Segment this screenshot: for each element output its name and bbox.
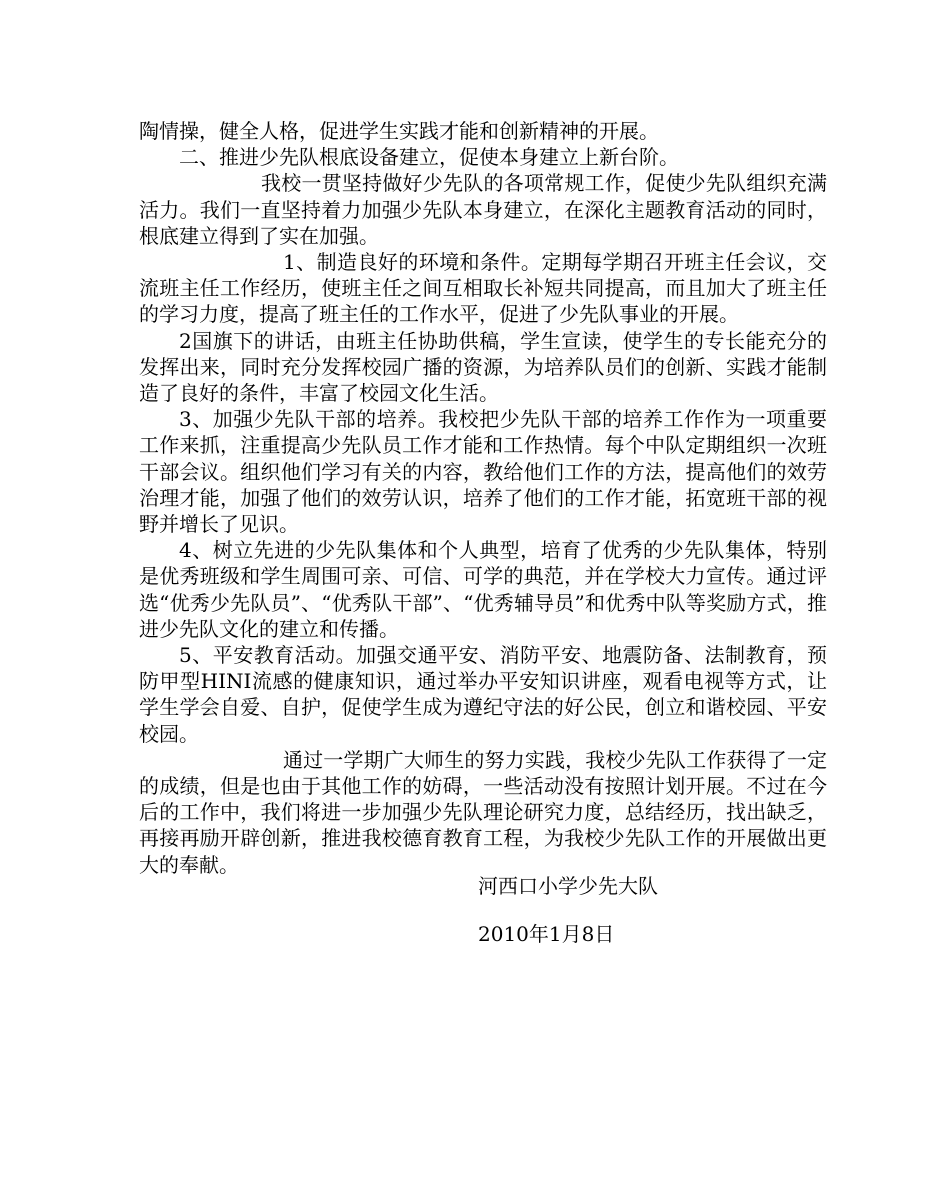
paragraph-continuation: 陶情操，健全人格，促进学生实践才能和创新精神的开展。 [139, 119, 659, 143]
paragraph-conclusion: 通过一学期广大师生的努力实践，我校少先队工作获得了一定的成绩，但是也由于其他工作的妨碍，一些活动没有按照计划开展。不过在今后的工作中，我们将进一步加强少先队理论研究力度，总结经历，找出缺乏，再接再励开辟创新，推进我校德育教育工程，为我校少先队工作的开展做出更大的奉献。 [139, 747, 827, 877]
signature-organization: 河西口小学少先大队 [478, 874, 658, 898]
paragraph-section-2-intro: 我校一贯坚持做好少先队的各项常规工作，促使少先队组织充满活力。我们一直坚持着力加强少先队本身建立，在深化主题教育活动的同时，根底建立得到了实在加强。 [139, 171, 827, 248]
signature-date: 2010年1月8日 [478, 922, 615, 946]
paragraph-item-4: 4、树立先进的少先队集体和个人典型，培育了优秀的少先队集体，特别是优秀班级和学生周围可亲、可信、可学的典范，并在学校大力宣传。通过评选“优秀少先队员”、“优秀队干部”、“优秀辅导员”和优秀中队等奖励方式，推进少先队文化的建立和传播。 [139, 538, 827, 641]
paragraph-item-1: 1、制造良好的环境和条件。定期每学期召开班主任会议，交流班主任工作经历，使班主任之间互相取长补短共同提高，而且加大了班主任的学习力度，提高了班主任的工作水平，促进了少先队事业的开展。 [139, 250, 827, 327]
paragraph-item-3: 3、加强少先队干部的培养。我校把少先队干部的培养工作作为一项重要工作来抓，注重提高少先队员工作才能和工作热情。每个中队定期组织一次班干部会议。组织他们学习有关的内容，教给他们工作的方法，提高他们的效劳治理才能，加强了他们的效劳认识，培养了他们的工作才能，拓宽班干部的视野并增长了见识。 [139, 407, 827, 537]
paragraph-item-2: 2国旗下的讲话，由班主任协助供稿，学生宣读，使学生的专长能充分的发挥出来，同时充分发挥校园广播的资源，为培养队员们的创新、实践才能制造了良好的条件，丰富了校园文化生活。 [139, 328, 827, 406]
paragraph-item-5: 5、平安教育活动。加强交通平安、消防平安、地震防备、法制教育，预防甲型HINI流感的健康知识，通过举办平安知识讲座，观看电视等方式，让学生学会自爱、自护，促使学生成为遵纪守法的好公民，创立和谐校园、平安校园。 [139, 643, 827, 746]
document-body [139, 118, 827, 878]
section-heading-2: 二、推进少先队根底设备建立，促使本身建立上新台阶。 [179, 145, 679, 170]
